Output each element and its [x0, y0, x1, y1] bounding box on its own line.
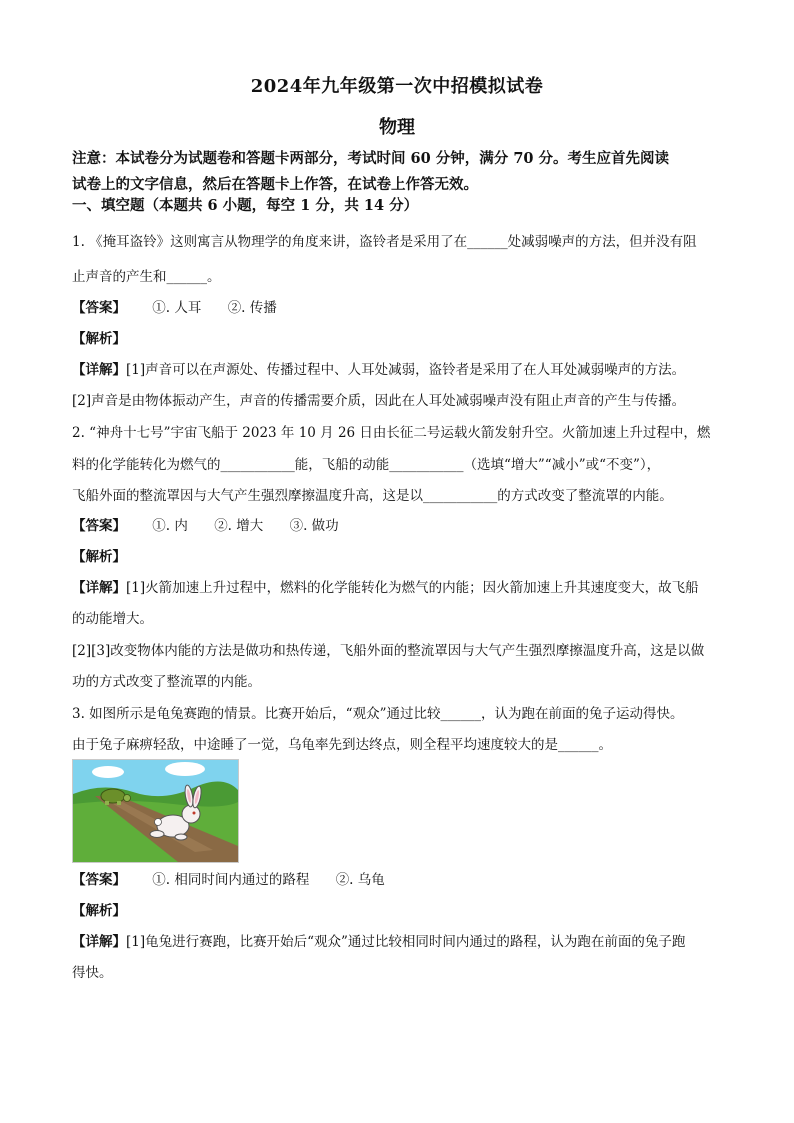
answer-item: ①. 内	[152, 518, 188, 534]
answer-item: ②. 传播	[227, 300, 277, 316]
exam-title: 2024年九年级第一次中招模拟试卷	[250, 76, 544, 97]
cloud	[165, 762, 205, 776]
analysis-label: 【解析】	[72, 549, 126, 565]
answer-label: 【答案】	[72, 300, 126, 316]
detail-line: 功的方式改变了整流罩的内能。	[72, 674, 261, 690]
question-text: 3. 如图所示是龟兔赛跑的情景。比赛开始后，“观众”通过比较______，认为跑在前面的兔子运动得快。	[72, 706, 684, 722]
detail-line: [2][3]改变物体内能的方法是做功和热传递，飞船外面的整流罩因与大气产生强烈摩擦温度升高，这是以做	[72, 643, 705, 659]
answer-item: ①. 人耳	[152, 300, 202, 316]
answer-label: 【答案】	[72, 518, 126, 534]
detail-line: 得快。	[72, 965, 113, 981]
detail-line: [2]声音是由物体振动产生，声音的传播需要介质，因此在人耳处减弱噪声没有阻止声音的产生与传播。	[72, 393, 686, 409]
answer-item: ②. 乌龟	[335, 872, 385, 888]
exam-notice	[72, 146, 722, 198]
question-text: 2. “神舟十七号”宇宙飞船于 2023 年 10 月 26 日由长征二号运载火箭发射升空。火箭加速上升过程中，燃	[72, 425, 711, 441]
subject-title: 物理	[379, 117, 415, 138]
notice-line: 试卷上的文字信息，然后在答题卡上作答，在试卷上作答无效。	[72, 176, 478, 193]
answer-item: ②. 增大	[214, 518, 264, 534]
answer-row	[72, 870, 722, 890]
question-text: 1. 《掩耳盗铃》这则寓言从物理学的角度来讲，盗铃者是采用了在______处减弱噪声的方法，但并没有阻	[72, 234, 697, 250]
question-text: 止声音的产生和______。	[72, 269, 221, 285]
section-heading: 一、填空题（本题共 6 小题，每空 1 分，共 14 分）	[72, 197, 419, 214]
detail-text: [1]声音可以在声源处、传播过程中、人耳处减弱，盗铃者是采用了在人耳处减弱噪声的方法。	[126, 362, 686, 378]
answer-item: ①. 相同时间内通过的路程	[152, 872, 310, 888]
detail-text: [1]龟兔进行赛跑，比赛开始后“观众”通过比较相同时间内通过的路程，认为跑在前面的兔子跑	[126, 934, 686, 950]
answer-item: ③. 做功	[289, 518, 339, 534]
answer-row	[72, 298, 722, 318]
detail-line	[72, 932, 722, 952]
notice-line: 注意：本试卷分为试题卷和答题卡两部分，考试时间 60 分钟，满分 70 分。考生应首先阅读	[72, 150, 670, 167]
cloud	[92, 766, 124, 778]
answer-row	[72, 516, 722, 536]
detail-label: 【详解】	[72, 934, 126, 950]
detail-text: [1]火箭加速上升过程中，燃料的化学能转化为燃气的内能；因火箭加速上升其速度变大，故飞船	[126, 580, 699, 596]
detail-line: 的动能增大。	[72, 611, 153, 627]
analysis-label: 【解析】	[72, 903, 126, 919]
detail-label: 【详解】	[72, 362, 126, 378]
detail-line	[72, 578, 722, 598]
analysis-label: 【解析】	[72, 331, 126, 347]
question-text: 料的化学能转化为燃气的___________能，飞船的动能___________（选填“增大”“减小”或“不变”），	[72, 457, 661, 473]
question-text: 由于兔子麻痹轻敌，中途睡了一觉，乌龟率先到达终点，则全程平均速度较大的是______。	[72, 737, 612, 753]
detail-line	[72, 360, 722, 380]
answer-label: 【答案】	[72, 872, 126, 888]
question-text: 飞船外面的整流罩因与大气产生强烈摩擦温度升高，这是以___________的方式改变了整流罩的内能。	[72, 488, 673, 504]
tortoise-hare-race-illustration	[72, 759, 239, 863]
detail-label: 【详解】	[72, 580, 126, 596]
